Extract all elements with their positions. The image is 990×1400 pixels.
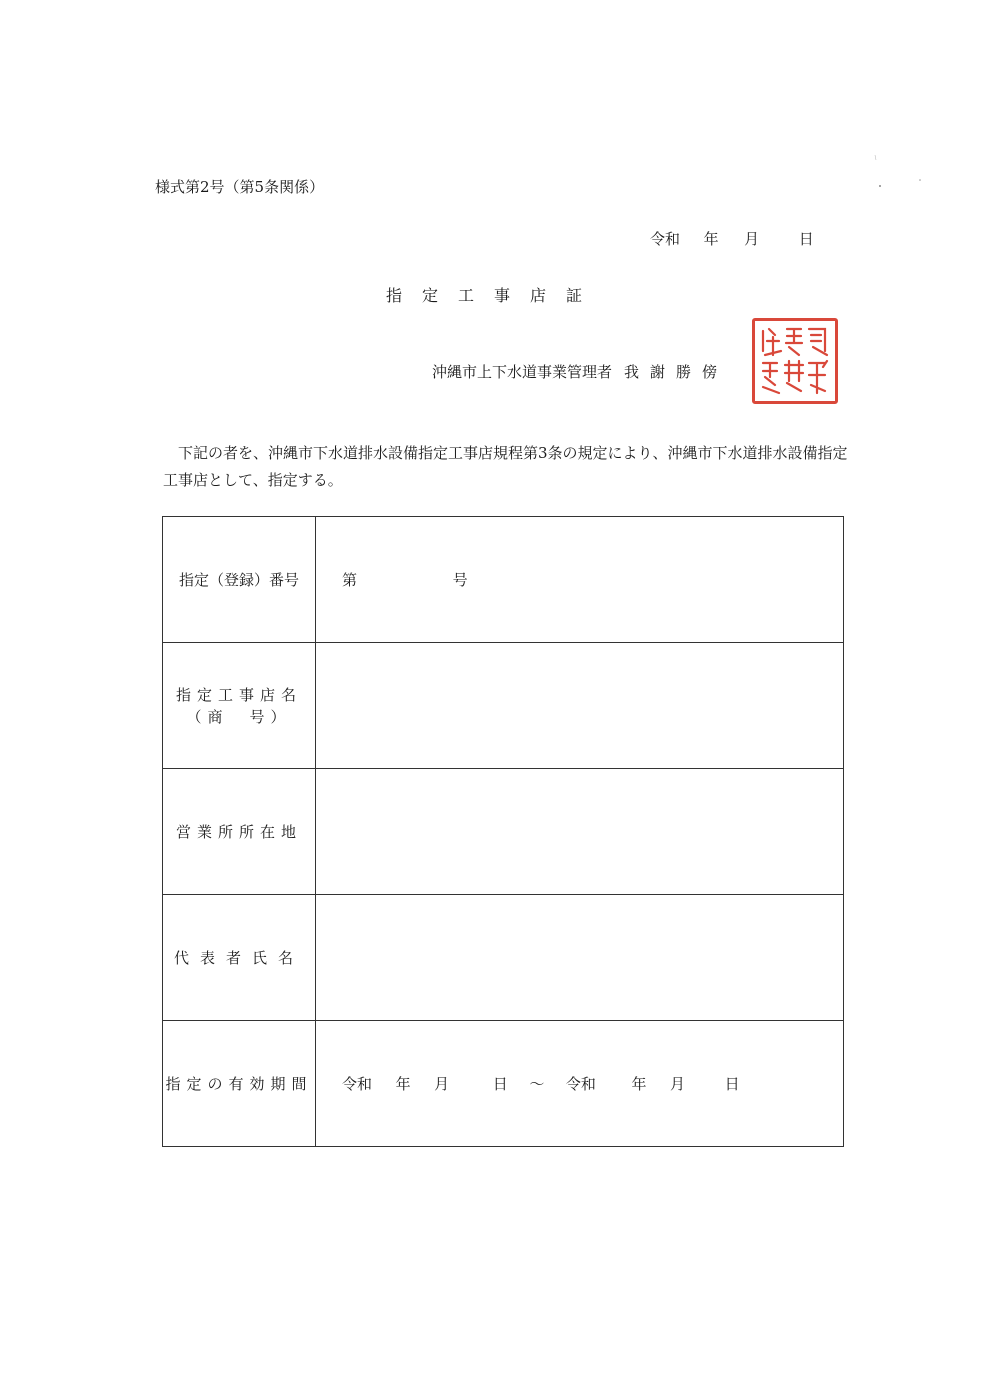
period-day-start: 日 [492,1075,508,1093]
table-row-office-address [163,769,844,895]
value-registration-number [316,517,844,643]
label-office-address: 営業所所在地 [163,769,316,895]
period-tilde: ～ [529,1075,545,1093]
label-shop-name-line1: 指定工事店名 [175,685,302,704]
registration-prefix: 第 [342,571,358,589]
period-month-start: 月 [434,1075,450,1093]
value-shop-name [316,643,844,769]
issue-date [650,228,814,249]
form-number: 様式第2号（第5条関係） [155,178,325,196]
period-month-end: 月 [670,1075,686,1093]
registration-suffix: 号 [452,571,468,589]
date-day: 日 [798,230,814,248]
value-office-address [316,769,844,895]
body-text: 下記の者を、沖縄市下水道排水設備指定工事店規程第3条の規定により、沖縄市下水道排水設備指定工事店として、指定する。 [163,444,848,489]
label-validity-period: 指定の有効期間 [163,1021,316,1147]
document-title: 指定工事店証 [386,286,603,305]
certificate-table [162,516,844,1147]
value-representative [316,895,844,1021]
date-month: 月 [744,230,760,248]
period-year-start: 年 [395,1075,411,1093]
label-shop-name [163,643,316,769]
value-validity-period [316,1021,844,1147]
period-day-end: 日 [724,1075,740,1093]
table-row-representative [163,895,844,1021]
label-registration-number: 指定（登録）番号 [163,517,316,643]
issuer-name: 我謝勝傍 [624,363,729,381]
table-row-validity-period [163,1021,844,1147]
period-year-end: 年 [631,1075,647,1093]
period-era-start: 令和 [342,1075,373,1093]
issuer-title: 沖縄市上下水道事業管理者 [432,363,613,381]
period-era-end: 令和 [565,1075,596,1093]
issuer [432,361,728,382]
official-seal-icon [752,318,838,404]
label-shop-name-line2: （商 号） [186,707,292,726]
table-row-registration-number [163,517,844,643]
scan-specks [870,150,930,210]
date-era: 令和 [650,230,681,248]
seal-graphic [755,321,835,401]
date-year: 年 [703,230,719,248]
table-row-shop-name [163,643,844,769]
label-representative: 代表者氏名 [163,895,316,1021]
